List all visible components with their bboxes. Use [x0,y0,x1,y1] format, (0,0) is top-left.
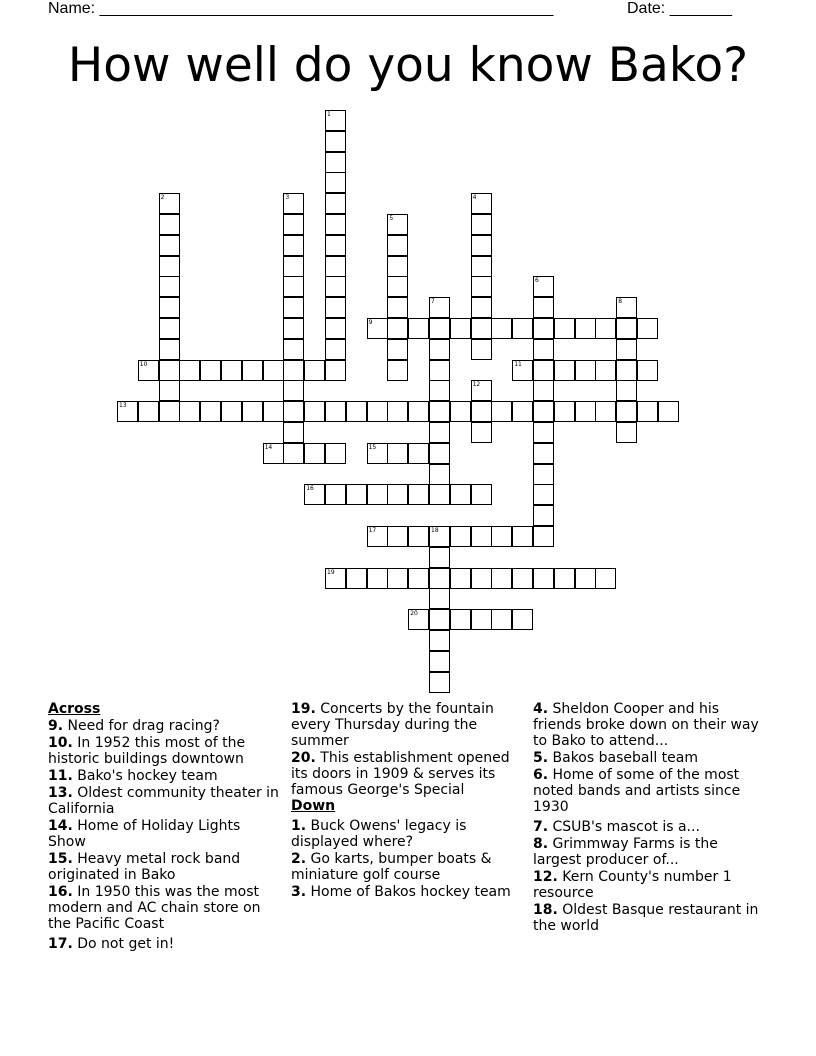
grid-cell[interactable] [346,401,367,422]
clue-number: 12. [533,869,558,885]
clue-across-20 [291,750,523,798]
grid-cell[interactable] [533,401,554,422]
grid-cell[interactable] [616,380,637,401]
cell-number: 1 [327,111,331,118]
grid-cell[interactable] [408,318,429,339]
cell-number: 9 [368,319,373,326]
grid-cell[interactable] [304,360,325,381]
grid-cell[interactable] [616,318,637,339]
grid-cell[interactable] [595,568,616,589]
grid-cell[interactable] [450,318,471,339]
grid-cell[interactable] [325,484,346,505]
grid-cell[interactable] [533,568,554,589]
clue-number: 5. [533,750,549,766]
grid-cell[interactable] [491,526,512,547]
grid-cell[interactable] [242,401,263,422]
clue-number: 7. [533,819,549,835]
grid-cell[interactable] [429,297,450,318]
clue-across-10 [48,735,280,767]
grid-cell[interactable] [450,609,471,630]
grid-cell[interactable] [575,360,596,381]
grid-cell[interactable] [325,110,346,131]
grid-cell[interactable] [325,297,346,318]
grid-cell[interactable] [159,276,180,297]
cell-number: 2 [160,194,165,202]
clue-text: Home of some of the most noted bands and artists since 1930 [533,767,741,815]
clue-column-2 [291,701,523,900]
cell-number: 3 [285,194,290,202]
grid-cell[interactable] [429,484,450,505]
grid-cell[interactable] [429,464,450,485]
down-heading: Down [291,798,336,814]
grid-cell[interactable] [471,318,492,339]
clue-number: 6. [533,767,549,783]
grid-cell[interactable] [346,568,367,589]
grid-cell[interactable] [159,235,180,256]
grid-cell[interactable] [283,339,304,360]
clue-text: Bako's hockey team [77,768,218,784]
grid-cell[interactable] [408,484,429,505]
clue-text: Heavy metal rock band originated in Bako [48,851,241,883]
grid-cell[interactable] [429,630,450,651]
grid-cell[interactable] [408,609,429,630]
grid-cell[interactable] [471,256,492,277]
grid-cell[interactable] [159,360,180,381]
grid-cell[interactable] [429,568,450,589]
grid-cell[interactable] [325,401,346,422]
grid-cell[interactable] [471,422,492,443]
grid-cell[interactable] [491,401,512,422]
cell-number: 5 [389,215,394,222]
grid-cell[interactable] [283,193,304,214]
clue-text: Home of Holiday Lights Show [48,818,241,850]
cell-number: 7 [431,298,435,306]
grid-cell[interactable] [283,297,304,318]
grid-cell[interactable] [554,568,575,589]
name-field: Name: ___________________________________________________ [48,0,554,17]
clue-down-3 [291,884,523,900]
clue-text: Kern County's number 1 resource [533,869,732,901]
cell-number: 14 [264,443,273,451]
grid-cell[interactable] [263,401,284,422]
grid-cell[interactable] [117,401,138,422]
grid-cell[interactable] [575,401,596,422]
grid-cell[interactable] [491,568,512,589]
grid-cell[interactable] [554,360,575,381]
grid-cell[interactable] [595,401,616,422]
clue-number: 1. [291,818,307,834]
clue-number: 2. [291,851,307,867]
grid-cell[interactable] [429,422,450,443]
grid-cell[interactable] [471,568,492,589]
clue-down-7 [533,819,765,835]
grid-cell[interactable] [637,401,658,422]
clue-across-19 [291,701,523,749]
grid-cell[interactable] [595,318,616,339]
grid-cell[interactable] [387,256,408,277]
clue-across-13 [48,785,280,817]
grid-cell[interactable] [263,360,284,381]
grid-cell[interactable] [512,609,533,630]
grid-cell[interactable] [429,339,450,360]
grid-cell[interactable] [159,318,180,339]
grid-cell[interactable] [429,609,450,630]
clue-text: Oldest Basque restaurant in the world [533,902,759,934]
grid-cell[interactable] [408,401,429,422]
grid-cell[interactable] [159,214,180,235]
grid-cell[interactable] [283,380,304,401]
grid-cell[interactable] [450,568,471,589]
grid-cell[interactable] [200,360,221,381]
cell-number: 18 [431,527,439,534]
grid-cell[interactable] [616,339,637,360]
grid-cell[interactable] [658,401,679,422]
clue-number: 19. [291,701,316,717]
grid-cell[interactable] [283,360,304,381]
grid-cell[interactable] [387,297,408,318]
grid-cell[interactable] [200,401,221,422]
grid-cell[interactable] [304,401,325,422]
grid-cell[interactable] [387,235,408,256]
grid-cell[interactable] [471,193,492,214]
cell-number: 20 [410,610,418,618]
cell-number: 10 [139,360,148,368]
clue-text: In 1952 this most of the historic buildings downtown [48,735,246,767]
grid-cell[interactable] [346,484,367,505]
grid-cell[interactable] [325,339,346,360]
grid-cell[interactable] [533,276,554,297]
cell-number: 19 [327,568,335,576]
clue-text: This establishment opened its doors in 1909 & serves its famous George's Special [291,750,510,798]
grid-cell[interactable] [387,568,408,589]
clue-down-8 [533,836,765,868]
grid-cell[interactable] [325,214,346,235]
cell-number: 16 [306,485,314,493]
grid-cell[interactable] [471,235,492,256]
grid-cell[interactable] [429,318,450,339]
clue-down-2 [291,851,523,883]
clue-number: 17. [48,936,73,952]
across-heading: Across [48,701,101,717]
grid-cell[interactable] [512,401,533,422]
grid-cell[interactable] [533,422,554,443]
grid-cell[interactable] [575,568,596,589]
grid-cell[interactable] [325,360,346,381]
clue-text: CSUB's mascot is a... [552,819,700,835]
grid-cell[interactable] [512,318,533,339]
clue-number: 11. [48,768,73,784]
clue-down-12 [533,869,765,901]
grid-cell[interactable] [637,360,658,381]
grid-cell[interactable] [471,484,492,505]
clue-down-18 [533,902,765,934]
clue-across-17 [48,936,280,952]
grid-cell[interactable] [179,401,200,422]
grid-cell[interactable] [616,360,637,381]
grid-cell[interactable] [283,318,304,339]
grid-cell[interactable] [408,526,429,547]
grid-cell[interactable] [325,152,346,173]
grid-cell[interactable] [408,443,429,464]
grid-cell[interactable] [387,401,408,422]
grid-cell[interactable] [575,318,596,339]
grid-cell[interactable] [429,588,450,609]
grid-cell[interactable] [283,214,304,235]
grid-cell[interactable] [533,339,554,360]
clue-text: Concerts by the fountain every Thursday during the summer [291,701,494,749]
grid-cell[interactable] [533,318,554,339]
grid-cell[interactable] [616,422,637,443]
grid-cell[interactable] [616,401,637,422]
grid-cell[interactable] [491,609,512,630]
grid-cell[interactable] [408,568,429,589]
grid-cell[interactable] [367,484,388,505]
grid-cell[interactable] [179,360,200,381]
clue-number: 10. [48,735,73,751]
grid-cell[interactable] [471,214,492,235]
clue-text: Do not get in! [77,936,175,952]
grid-cell[interactable] [283,443,304,464]
cell-number: 8 [618,298,623,306]
clue-column-3 [533,701,765,934]
grid-cell[interactable] [533,380,554,401]
grid-cell[interactable] [595,360,616,381]
cell-number: 4 [472,194,477,202]
clue-text: Grimmway Farms is the largest producer of... [533,836,718,868]
clue-across-16 [48,884,280,932]
clue-number: 18. [533,902,558,918]
grid-cell[interactable] [512,526,533,547]
grid-cell[interactable] [325,193,346,214]
grid-cell[interactable] [221,401,242,422]
clue-text: Home of Bakos hockey team [310,884,511,900]
grid-cell[interactable] [471,526,492,547]
grid-cell[interactable] [533,297,554,318]
grid-cell[interactable] [491,318,512,339]
grid-cell[interactable] [471,609,492,630]
clue-down-1 [291,818,523,850]
grid-cell[interactable] [387,318,408,339]
grid-cell[interactable] [554,318,575,339]
clue-down-5 [533,750,765,766]
grid-cell[interactable] [533,505,554,526]
grid-cell[interactable] [512,568,533,589]
clue-number: 13. [48,785,73,801]
grid-cell[interactable] [450,401,471,422]
clue-number: 20. [291,750,316,766]
grid-cell[interactable] [429,360,450,381]
grid-cell[interactable] [450,484,471,505]
clue-number: 16. [48,884,73,900]
grid-cell[interactable] [283,422,304,443]
grid-cell[interactable] [367,443,388,464]
cell-number: 15 [368,443,377,451]
grid-cell[interactable] [283,256,304,277]
grid-cell[interactable] [387,339,408,360]
grid-cell[interactable] [637,318,658,339]
grid-cell[interactable] [159,256,180,277]
grid-cell[interactable] [325,568,346,589]
grid-cell[interactable] [325,235,346,256]
clue-text: Sheldon Cooper and his friends broke down on their way to Bako to attend... [533,701,759,749]
grid-cell[interactable] [367,318,388,339]
cell-number: 11 [514,360,522,368]
clue-text: Need for drag racing? [67,718,220,734]
grid-cell[interactable] [325,256,346,277]
grid-cell[interactable] [138,401,159,422]
grid-cell[interactable] [471,401,492,422]
grid-cell[interactable] [616,297,637,318]
grid-cell[interactable] [325,172,346,193]
grid-cell[interactable] [533,526,554,547]
clue-text: In 1950 this was the most modern and AC chain store on the Pacific Coast [48,884,261,932]
grid-cell[interactable] [221,360,242,381]
clue-across-14 [48,818,280,850]
grid-cell[interactable] [471,276,492,297]
clue-number: 9. [48,718,64,734]
clue-text: Go karts, bumper boats & miniature golf course [291,851,492,883]
grid-cell[interactable] [450,526,471,547]
grid-cell[interactable] [533,360,554,381]
grid-cell[interactable] [367,401,388,422]
clue-column-1 [48,701,280,952]
clue-number: 15. [48,851,73,867]
grid-cell[interactable] [533,464,554,485]
clue-number: 4. [533,701,549,717]
clue-text: Bakos baseball team [552,750,699,766]
grid-cell[interactable] [429,526,450,547]
grid-cell[interactable] [283,276,304,297]
clue-across-9 [48,718,280,734]
grid-cell[interactable] [325,318,346,339]
grid-cell[interactable] [429,672,450,693]
clue-text: Buck Owens' legacy is displayed where? [291,818,467,850]
grid-cell[interactable] [283,401,304,422]
grid-cell[interactable] [387,484,408,505]
date-field: Date: _______ [627,0,732,17]
grid-cell[interactable] [429,547,450,568]
clue-number: 14. [48,818,73,834]
clue-down-6 [533,767,765,815]
grid-cell[interactable] [554,401,575,422]
grid-cell[interactable] [325,443,346,464]
grid-cell[interactable] [471,339,492,360]
grid-cell[interactable] [387,526,408,547]
cell-number: 6 [535,277,539,285]
grid-cell[interactable] [512,360,533,381]
grid-cell[interactable] [387,276,408,297]
grid-cell[interactable] [367,526,388,547]
grid-cell[interactable] [429,443,450,464]
clue-down-4 [533,701,765,749]
grid-cell[interactable] [387,214,408,235]
clue-across-15 [48,851,280,883]
grid-cell[interactable] [429,651,450,672]
grid-cell[interactable] [159,297,180,318]
grid-cell[interactable] [159,193,180,214]
grid-cell[interactable] [159,339,180,360]
cell-number: 17 [368,527,377,534]
grid-cell[interactable] [304,443,325,464]
grid-cell[interactable] [325,276,346,297]
grid-cell[interactable] [283,235,304,256]
grid-cell[interactable] [387,360,408,381]
grid-cell[interactable] [533,484,554,505]
grid-cell[interactable] [471,297,492,318]
clue-across-11 [48,768,280,784]
grid-cell[interactable] [159,401,180,422]
grid-cell[interactable] [159,380,180,401]
grid-cell[interactable] [138,360,159,381]
grid-cell[interactable] [429,401,450,422]
grid-cell[interactable] [387,443,408,464]
grid-cell[interactable] [263,443,284,464]
puzzle-title: How well do you know Bako? [67,38,749,93]
clue-number: 3. [291,884,307,900]
grid-cell[interactable] [304,484,325,505]
grid-cell[interactable] [429,380,450,401]
clue-number: 8. [533,836,549,852]
grid-cell[interactable] [242,360,263,381]
grid-cell[interactable] [471,380,492,401]
grid-cell[interactable] [533,443,554,464]
grid-cell[interactable] [367,568,388,589]
cell-number: 13 [119,402,127,410]
grid-cell[interactable] [325,131,346,152]
clue-text: Oldest community theater in California [48,785,279,817]
cell-number: 12 [472,381,481,389]
